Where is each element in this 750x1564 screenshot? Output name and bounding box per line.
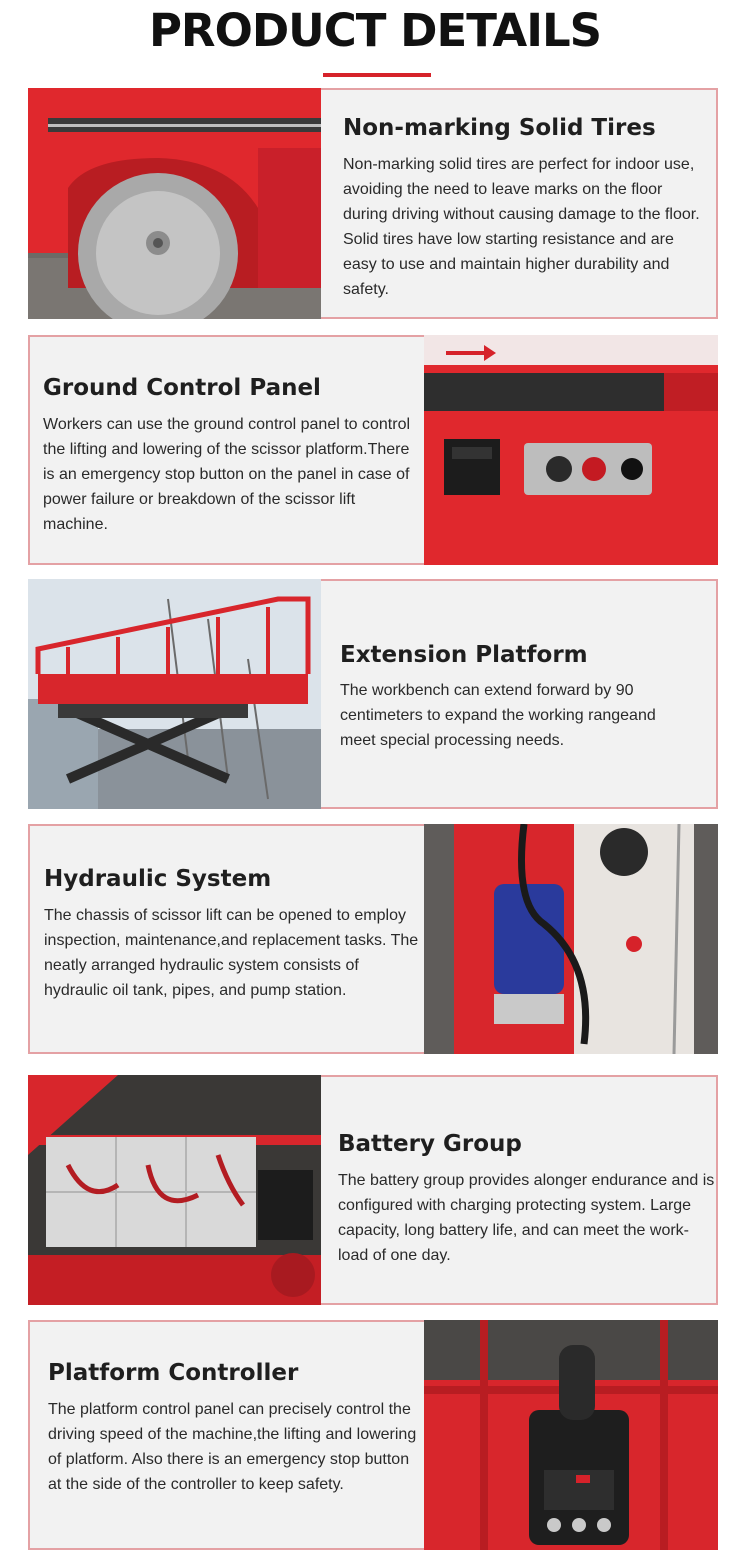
section-heading: Ground Control Panel	[43, 375, 321, 401]
section-body: The battery group provides alonger endurance and is configured with charging protecting system. Large capacity, long battery life, and can meet the work-load of one day.	[338, 1172, 715, 1264]
section-body: Non-marking solid tires are perfect for indoor use, avoiding the need to leave marks on the floor during driving without causing damage to the floor. Solid tires have low starting resistance and are easy to use and maintain higher durability and safety.	[343, 156, 700, 298]
section-body: The workbench can extend forward by 90 centimeters to expand the working rangeand meet special processing needs.	[340, 682, 656, 749]
page-title: PRODUCT DETAILS	[148, 4, 602, 57]
section-body: The chassis of scissor lift can be opened to employ inspection, maintenance,and replacement tasks. The neatly arranged hydraulic system consists of hydraulic oil tank, pipes, and pump station.	[44, 907, 419, 999]
section-body: The platform control panel can precisely control the driving speed of the machine,the lifting and lowering of platform. Also there is an emergency stop button at the side of the controller to keep safety.	[48, 1401, 417, 1493]
section-heading: Hydraulic System	[44, 866, 272, 892]
hydraulic-photo	[424, 824, 718, 1054]
section-heading: Platform Controller	[48, 1360, 299, 1386]
section-heading: Extension Platform	[340, 642, 588, 668]
extension-platform-photo	[28, 579, 321, 809]
battery-photo	[28, 1075, 321, 1305]
section-heading: Battery Group	[338, 1131, 522, 1157]
tire-photo	[28, 88, 321, 319]
section-heading: Non-marking Solid Tires	[343, 115, 656, 141]
title-underline	[323, 73, 431, 77]
section-body: Workers can use the ground control panel to control the lifting and lowering of the scissor platform.There is an emergency stop button on the panel in case of power failure or breakdown of the scissor lift machine.	[43, 416, 411, 533]
platform-controller-photo	[424, 1320, 718, 1550]
ground-control-photo	[424, 335, 718, 565]
